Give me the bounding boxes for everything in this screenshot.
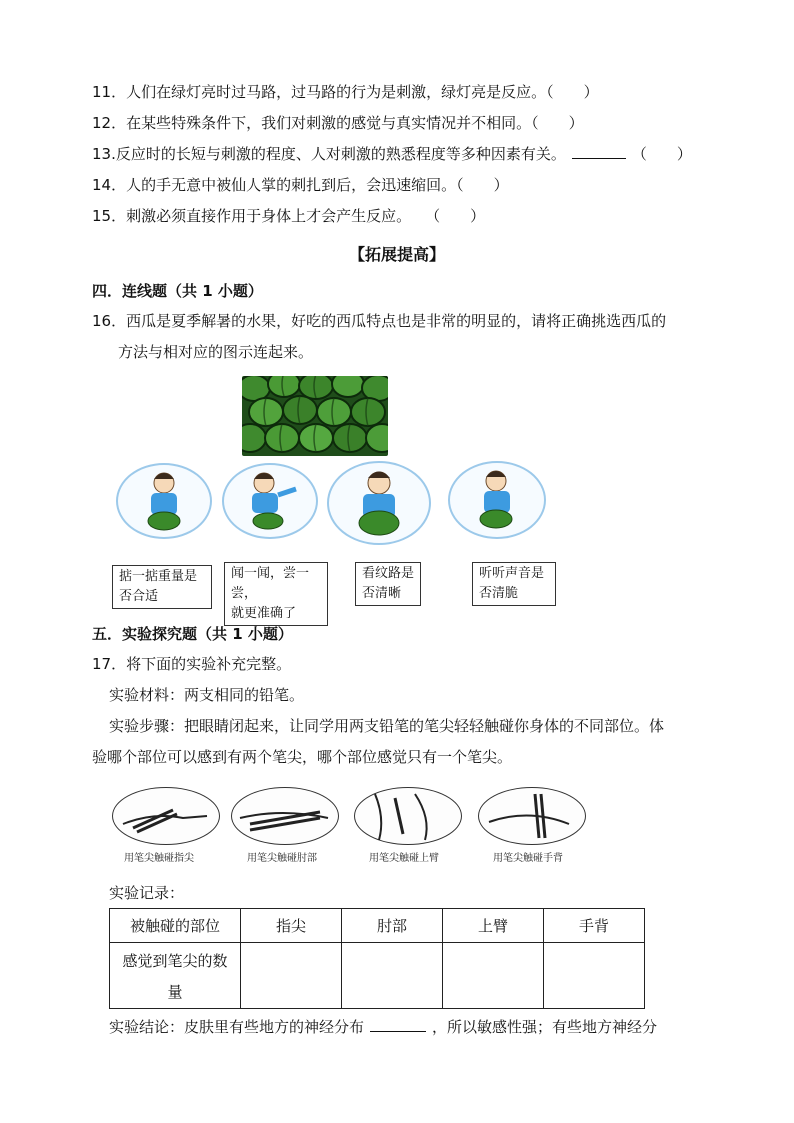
record-label: 实验记录： [109, 884, 185, 902]
answer-parentheses[interactable]: （ ） [456, 176, 509, 194]
row-label-line: 感觉到笔尖的数 [122, 951, 228, 970]
question-12 [92, 113, 584, 133]
table-cell-hand-back-count[interactable] [544, 943, 645, 1009]
weigh-watermelon-illustration [116, 463, 212, 539]
table-header-upper-arm: 上臂 [443, 909, 544, 943]
conclusion-text-rest: ，所以敏感性强；有些地方神经分 [432, 1018, 658, 1036]
answer-blank[interactable] [572, 144, 626, 159]
touch-fingertip-sketch [112, 787, 220, 845]
question-text: 人的手无意中被仙人掌的刺扎到后，会迅速缩回。 [126, 176, 457, 194]
label-line: 否合适 [119, 589, 159, 604]
question-text: 人们在绿灯亮时过马路，过马路的行为是刺激，绿灯亮是反应。 [126, 83, 547, 101]
table-header-hand-back: 手背 [544, 909, 645, 943]
experiment-steps-line2: 验哪个部位可以感到有两个笔尖，哪个部位感觉只有一个笔尖。 [92, 748, 513, 766]
label-line: 听听声音是 [479, 566, 545, 581]
touch-hand-back-sketch [478, 787, 586, 845]
table-cell-fingertip-count[interactable] [241, 943, 342, 1009]
table-header-elbow: 肘部 [342, 909, 443, 943]
question-14 [92, 175, 509, 195]
conclusion-text: 实验结论：皮肤里有些地方的神经分布 [109, 1018, 365, 1036]
look-pattern-illustration [327, 461, 431, 545]
question-11 [92, 82, 599, 102]
label-line: 闻一闻，尝一尝， [231, 566, 310, 601]
answer-parentheses[interactable]: （ ） [546, 83, 599, 101]
experiment-conclusion [109, 1017, 657, 1037]
label-line: 否清晰 [362, 586, 402, 601]
method-label-weigh[interactable] [112, 565, 212, 609]
question-17: 17．将下面的实验补充完整。 [92, 655, 292, 673]
extension-heading: 【拓展提高】 [348, 245, 445, 264]
question-text: 反应时的长短与刺激的程度、人对刺激的熟悉程度等多种因素有关。 [115, 145, 566, 163]
answer-blank[interactable] [370, 1017, 426, 1032]
experiment-record-table [109, 908, 645, 1009]
caption-upper-arm: 用笔尖触碰上臂 [369, 853, 439, 864]
touch-elbow-sketch [231, 787, 339, 845]
label-line: 否清脆 [479, 586, 519, 601]
question-13 [92, 144, 692, 164]
question-number: 14． [92, 176, 127, 194]
experiment-materials: 实验材料：两支相同的铅笔。 [109, 686, 305, 704]
question-16-line1: 16．西瓜是夏季解暑的水果，好吃的西瓜特点也是非常的明显的，请将正确挑选西瓜的 [92, 312, 667, 330]
question-text: 在某些特殊条件下，我们对刺激的感觉与真实情况并不相同。 [126, 114, 532, 132]
method-label-pattern[interactable] [355, 562, 421, 606]
caption-fingertip: 用笔尖触碰指尖 [124, 853, 194, 864]
caption-elbow: 用笔尖触碰肘部 [247, 853, 317, 864]
experiment-steps-line1: 实验步骤：把眼睛闭起来，让同学用两支铅笔的笔尖轻轻触碰你身体的不同部位。体 [109, 717, 665, 735]
table-header-fingertip: 指尖 [241, 909, 342, 943]
section-5-title: 五．实验探究题（共 1 小题） [92, 625, 293, 643]
method-label-sound[interactable] [472, 562, 556, 606]
question-number: 13. [92, 145, 116, 163]
label-line: 掂一掂重量是 [119, 569, 198, 584]
listen-sound-illustration [448, 461, 546, 539]
row-label-line: 量 [167, 982, 183, 1001]
smell-taste-illustration [222, 463, 318, 539]
table-cell-elbow-count[interactable] [342, 943, 443, 1009]
table-header-part: 被触碰的部位 [110, 909, 241, 943]
answer-parentheses[interactable]: （ ） [631, 145, 692, 163]
touch-upper-arm-sketch [354, 787, 462, 845]
watermelon-pile-image [242, 376, 388, 456]
question-number: 12． [92, 114, 127, 132]
question-15 [92, 206, 485, 226]
answer-parentheses[interactable]: （ ） [425, 207, 486, 225]
table-row-label [110, 943, 241, 1009]
answer-parentheses[interactable]: （ ） [531, 114, 584, 132]
caption-hand-back: 用笔尖触碰手背 [493, 853, 563, 864]
label-line: 就更准确了 [231, 606, 297, 621]
label-line: 看纹路是 [362, 566, 415, 581]
question-number: 15． [92, 207, 127, 225]
table-cell-upper-arm-count[interactable] [443, 943, 544, 1009]
question-text: 刺激必须直接作用于身体上才会产生反应。 [126, 207, 412, 225]
section-4-title: 四．连线题（共 1 小题） [92, 282, 263, 300]
method-label-smell-taste[interactable] [224, 562, 328, 626]
question-16-line2: 方法与相对应的图示连起来。 [118, 343, 314, 361]
question-number: 11． [92, 83, 127, 101]
